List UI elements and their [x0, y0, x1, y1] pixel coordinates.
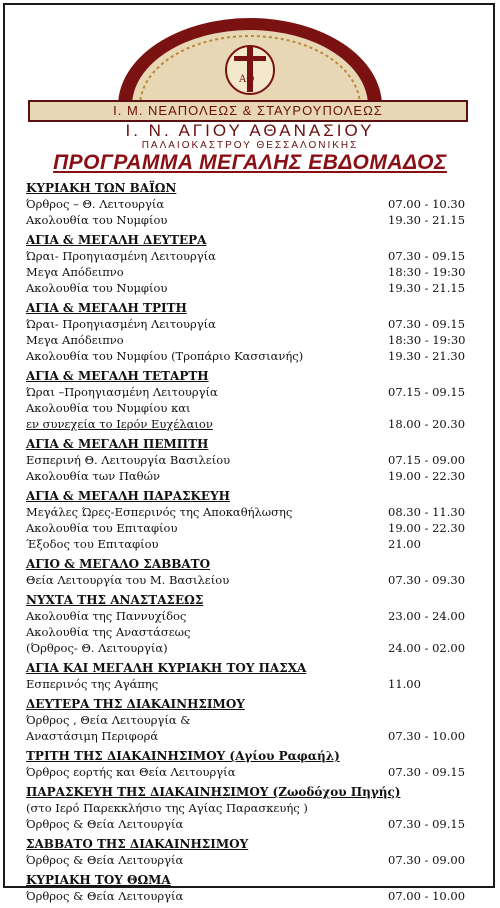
- service-name: Εσπερινή Θ. Λειτουργία Βασιλείου: [26, 453, 231, 467]
- section-heading: ΔΕΥΤΕΡΑ ΤΗΣ ΔΙΑΚΑΙΝΗΣΙΜΟΥ: [26, 697, 245, 711]
- schedule-section: [26, 748, 482, 780]
- service-time: 19.30 - 21.15: [388, 213, 466, 227]
- service-name: Όρθρος & Θεία Λειτουργία: [26, 889, 184, 903]
- service-time: 11.00: [388, 677, 421, 691]
- service-time: 19.00 - 22.30: [388, 521, 466, 535]
- service-time: 08.30 - 11.30: [388, 505, 466, 519]
- service-name: Ακολουθία των Παθών: [26, 469, 160, 483]
- service-time: 07.30 - 09.15: [388, 317, 466, 331]
- service-name: (Όρθρος- Θ. Λειτουργία): [26, 641, 168, 655]
- service-row: [26, 536, 482, 552]
- service-row: [26, 248, 482, 264]
- service-time: 18:30 - 19:30: [388, 333, 466, 347]
- service-name: Θεία Λειτουργία του Μ. Βασιλείου: [26, 573, 230, 587]
- service-row: [26, 712, 482, 728]
- service-time: 21.00: [388, 537, 421, 551]
- service-row: [26, 888, 482, 904]
- section-heading: ΑΓΙΑ & ΜΕΓΑΛΗ ΤΡΙΤΗ: [26, 301, 187, 315]
- section-heading: ΑΓΙΑ & ΜΕΓΑΛΗ ΔΕΥΤΕΡΑ: [26, 233, 207, 247]
- service-name: Όρθρος εορτής και Θεία Λειτουργία: [26, 765, 236, 779]
- service-time: 07.30 - 09.00: [388, 853, 466, 867]
- service-row: [26, 800, 482, 816]
- service-row: [26, 212, 482, 228]
- service-row: [26, 764, 482, 780]
- schedule-section: [26, 660, 482, 692]
- service-row: [26, 416, 482, 432]
- service-name: Έξοδος του Επιταφίου: [26, 537, 159, 551]
- church-location: ΠΑΛΑΙΟΚΑΣΤΡΟΥ ΘΕΣΣΑΛΟΝΙΚΗΣ: [141, 140, 359, 151]
- service-row: [26, 348, 482, 364]
- schedule-section: [26, 872, 482, 904]
- service-name: Ακολουθία του Νυμφίου (Τροπάριο Κασσιανής): [26, 349, 304, 363]
- service-name: Ώραι- Προηγιασμένη Λειτουργία: [26, 317, 216, 331]
- section-heading: ΣΑΒΒΑΤΟ ΤΗΣ ΔΙΑΚΑΙΝΗΣΙΜΟΥ: [26, 837, 249, 851]
- service-time: 07.30 - 09.30: [388, 573, 466, 587]
- service-name: Ώραι- Προηγιασμένη Λειτουργία: [26, 249, 216, 263]
- section-heading: ΚΥΡΙΑΚΗ ΤΩΝ ΒΑΪΩΝ: [26, 181, 177, 195]
- service-row: [26, 624, 482, 640]
- schedule-section: [26, 784, 482, 832]
- schedule-section: [26, 488, 482, 552]
- service-row: [26, 332, 482, 348]
- schedule: [26, 180, 482, 908]
- service-time: 19.30 - 21.30: [388, 349, 466, 363]
- service-name: Ακολουθία της Αναστάσεως: [26, 625, 191, 639]
- service-name: Ακολουθία του Επιταφίου: [26, 521, 178, 535]
- service-row: [26, 572, 482, 588]
- diocese-banner: Ι. Μ. ΝΕΑΠΟΛΕΩΣ & ΣΤΑΥΡΟΥΠΟΛΕΩΣ: [28, 100, 468, 122]
- service-name: Όρθρος , Θεία Λειτουργία &: [26, 713, 191, 727]
- section-heading: ΠΑΡΑΣΚΕΥΗ ΤΗΣ ΔΙΑΚΑΙΝΗΣΙΜΟΥ (Ζωοδόχου Πηγής): [26, 785, 401, 799]
- service-row: [26, 608, 482, 624]
- service-row: [26, 316, 482, 332]
- service-time: 19.30 - 21.15: [388, 281, 466, 295]
- schedule-section: [26, 592, 482, 656]
- service-name: εν συνεχεία το Ιερόν Ευχέλαιον: [26, 417, 213, 431]
- service-name: Ώραι –Προηγιασμένη Λειτουργία: [26, 385, 218, 399]
- service-time: 23.00 - 24.00: [388, 609, 466, 623]
- service-time: 07.30 - 09.15: [388, 249, 466, 263]
- service-row: [26, 384, 482, 400]
- service-time: [388, 712, 482, 728]
- service-time: 07.30 - 10.00: [388, 729, 466, 743]
- service-name: Μεγα Απόδειπνο: [26, 333, 124, 347]
- section-heading: ΑΓΙΑ & ΜΕΓΑΛΗ ΤΕΤΑΡΤΗ: [26, 369, 209, 383]
- service-name: Όρθρος – Θ. Λειτουργία: [26, 197, 165, 211]
- service-row: [26, 468, 482, 484]
- logo-letters: ΑΘ: [239, 74, 255, 85]
- service-time: 07.30 - 09.15: [388, 817, 466, 831]
- service-row: [26, 640, 482, 656]
- service-time: 07.30 - 09.15: [388, 765, 466, 779]
- service-row: [26, 676, 482, 692]
- section-heading: ΑΓΙΟ & ΜΕΓΑΛΟ ΣΑΒΒΑΤΟ: [26, 557, 211, 571]
- page-title: ΠΡΟΓΡΑΜΜΑ ΜΕΓΑΛΗΣ ΕΒΔΟΜΑΔΟΣ: [53, 151, 447, 174]
- service-name: Όρθρος & Θεία Λειτουργία: [26, 817, 184, 831]
- service-name: Αναστάσιμη Περιφορά: [26, 729, 159, 743]
- service-time: [388, 800, 482, 816]
- service-name: Ακολουθία του Νυμφίου: [26, 213, 168, 227]
- service-name: Ακολουθία του Νυμφίου: [26, 281, 168, 295]
- service-time: 18:30 - 19:30: [388, 265, 466, 279]
- schedule-section: [26, 180, 482, 228]
- service-time: 07.15 - 09.00: [388, 453, 466, 467]
- section-heading: ΑΓΙΑ & ΜΕΓΑΛΗ ΠΕΜΠΤΗ: [26, 437, 209, 451]
- schedule-section: [26, 436, 482, 484]
- service-name: (στο Ιερό Παρεκκλήσιο της Αγίας Παρασκευής ): [26, 801, 308, 815]
- service-time: [388, 624, 482, 640]
- service-row: [26, 504, 482, 520]
- schedule-section: [26, 300, 482, 364]
- service-row: [26, 520, 482, 536]
- service-time: [388, 400, 482, 416]
- church-name: Ι. Ν. ΑΓΙΟΥ ΑΘΑΝΑΣΙΟΥ: [125, 121, 375, 140]
- service-name: Μεγα Απόδειπνο: [26, 265, 124, 279]
- schedule-section: [26, 232, 482, 296]
- schedule-section: [26, 836, 482, 868]
- service-row: [26, 816, 482, 832]
- service-time: 18.00 - 20.30: [388, 417, 466, 431]
- service-row: [26, 280, 482, 296]
- service-name: Μεγάλες Ώρες-Εσπερινός της Αποκαθήλωσης: [26, 505, 293, 519]
- service-time: 19.00 - 22.30: [388, 469, 466, 483]
- section-heading: ΑΓΙΑ ΚΑΙ ΜΕΓΑΛΗ ΚΥΡΙΑΚΗ ΤΟΥ ΠΑΣΧΑ: [26, 661, 307, 675]
- service-name: Ακολουθία του Νυμφίου και: [26, 401, 191, 415]
- service-name: Εσπερινός της Αγάπης: [26, 677, 159, 691]
- schedule-section: [26, 368, 482, 432]
- section-heading: ΝΥΧΤΑ ΤΗΣ ΑΝΑΣΤΑΣΕΩΣ: [26, 593, 204, 607]
- service-row: [26, 728, 482, 744]
- service-time: 07.00 - 10.30: [388, 197, 466, 211]
- church-logo: [110, 12, 390, 106]
- service-row: [26, 452, 482, 468]
- service-time: 24.00 - 02.00: [388, 641, 466, 655]
- service-row: [26, 264, 482, 280]
- service-name: Όρθρος & Θεία Λειτουργία: [26, 853, 184, 867]
- service-row: [26, 400, 482, 416]
- service-row: [26, 852, 482, 868]
- service-row: [26, 196, 482, 212]
- service-time: 07.00 - 10.00: [388, 889, 466, 903]
- service-time: 07.15 - 09.15: [388, 385, 466, 399]
- section-heading: ΚΥΡΙΑΚΗ ΤΟΥ ΘΩΜΑ: [26, 873, 171, 887]
- service-name: Ακολουθία της Παννυχίδος: [26, 609, 187, 623]
- section-heading: ΑΓΙΑ & ΜΕΓΑΛΗ ΠΑΡΑΣΚΕΥΗ: [26, 489, 230, 503]
- schedule-section: [26, 556, 482, 588]
- schedule-section: [26, 696, 482, 744]
- section-heading: ΤΡΙΤΗ ΤΗΣ ΔΙΑΚΑΙΝΗΣΙΜΟΥ (Αγίου Ραφαήλ): [26, 749, 340, 763]
